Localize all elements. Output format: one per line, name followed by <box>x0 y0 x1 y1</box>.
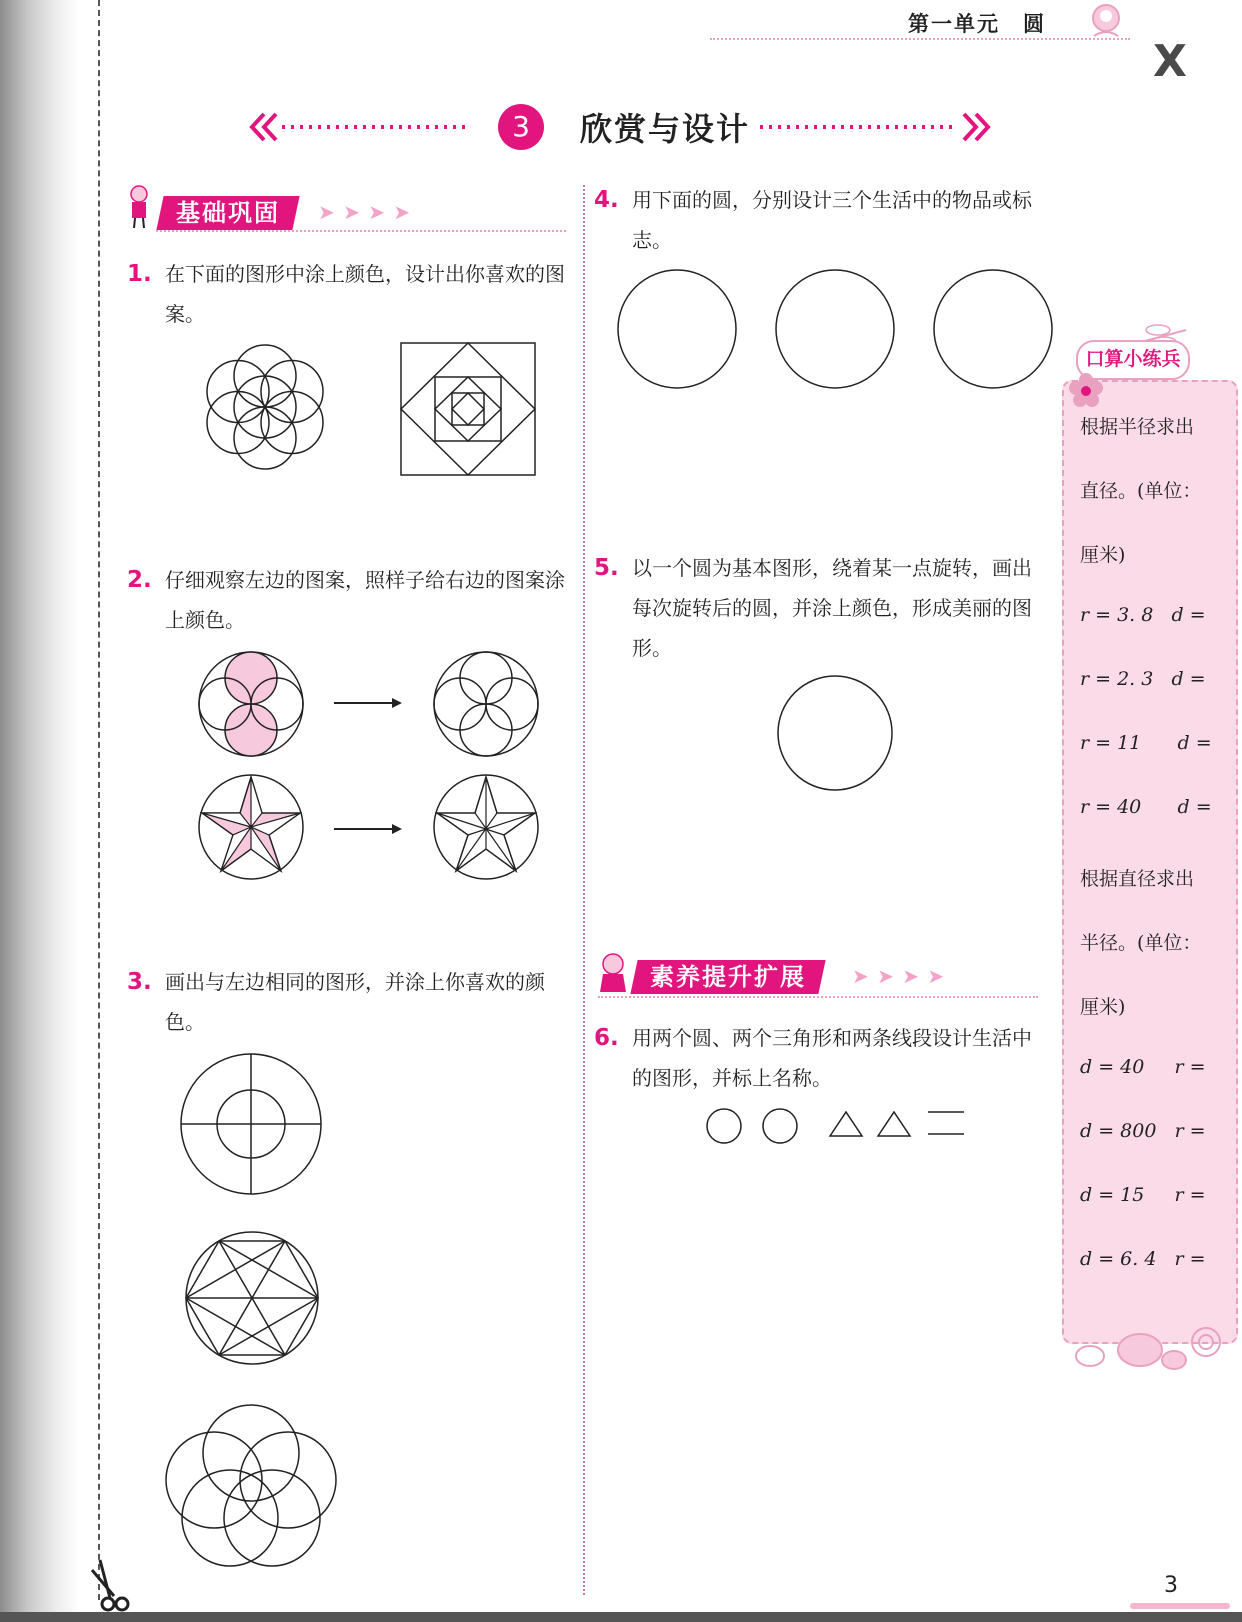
radius-prompt-line-3: 厘米) <box>1080 544 1126 566</box>
diameter-prompt-line-3: 厘米) <box>1080 996 1126 1018</box>
right-chevrons-icon <box>760 110 990 144</box>
doll-icon <box>596 952 630 998</box>
diameter-prompt-line-2: 半径。(单位： <box>1080 932 1202 954</box>
page-number: 3 <box>1164 1573 1178 1598</box>
flower-of-circles-figure <box>200 342 330 472</box>
radius-item-2: r = 2. 3 d = <box>1080 668 1206 690</box>
section-basic-arrows: ➤ ➤ ➤ ➤ <box>318 200 412 224</box>
section-basic-line <box>156 230 566 232</box>
radius-prompt-line-1: 根据半径求出 <box>1080 416 1195 438</box>
cut-line <box>98 0 100 1600</box>
flower-icon <box>1068 372 1104 408</box>
diameter-item-2: d = 800 r = <box>1080 1120 1206 1142</box>
diameter-item-3: d = 15 r = <box>1080 1184 1206 1206</box>
question-5-text: 以一个圆为基本图形，绕着某一点旋转，画出每次旋转后的圆，并涂上颜色，形成美丽的图形。 <box>632 556 1032 660</box>
lesson-number-badge: 3 <box>498 104 544 150</box>
radius-item-3: r = 11 d = <box>1080 732 1212 754</box>
question-2: 2. 仔细观察左边的图案，照样子给右边的图案涂上颜色。 <box>127 567 565 632</box>
palette-triangle-1 <box>830 1112 862 1136</box>
radius-item-1: r = 3. 8 d = <box>1080 604 1206 626</box>
question-1-text: 在下面的图形中涂上颜色，设计出你喜欢的图案。 <box>165 262 565 326</box>
left-chevrons-icon <box>250 110 470 144</box>
question-2-text: 仔细观察左边的图案，照样子给右边的图案涂上颜色。 <box>165 568 565 632</box>
overlapping-circles-figure <box>164 1401 338 1569</box>
question-5: 5. 以一个圆为基本图形，绕着某一点旋转，画出每次旋转后的圆，并涂上颜色，形成美丽的图形。 <box>594 555 1032 660</box>
arrow-right-icon <box>334 696 404 710</box>
hexagon-in-circle-figure <box>185 1231 319 1365</box>
scissors-icon <box>88 1560 138 1612</box>
palette-circle-1 <box>707 1109 741 1143</box>
lesson-title: 欣赏与设计 <box>580 110 751 148</box>
design-circle-1[interactable] <box>616 268 738 390</box>
question-6: 6. 用两个圆、两个三角形和两条线段设计生活中的图形，并标上名称。 <box>594 1025 1032 1090</box>
question-4: 4. 用下面的圆，分别设计三个生活中的物品或标志。 <box>594 187 1032 252</box>
concentric-circle-cross-figure <box>180 1053 322 1195</box>
close-icon[interactable]: X <box>1153 36 1187 87</box>
palette-circle-2 <box>763 1109 797 1143</box>
header-divider <box>710 38 1130 40</box>
girl-decoration-icon <box>1084 2 1128 42</box>
arrow-right-icon-2 <box>334 822 404 836</box>
shells-decoration-icon <box>1070 1320 1230 1376</box>
lesson-header <box>250 102 990 152</box>
star-in-circle-blank <box>432 773 540 881</box>
four-circle-pattern-blank <box>432 650 540 758</box>
four-circle-pattern-colored <box>197 650 305 758</box>
section-extend-tag: 素养提升扩展 <box>630 960 825 994</box>
column-divider <box>583 185 585 1595</box>
page-fold-shadow <box>0 0 80 1622</box>
section-extend-line <box>598 996 1038 998</box>
section-extend-arrows: ➤ ➤ ➤ ➤ <box>852 964 946 988</box>
question-3-text: 画出与左边相同的图形，并涂上你喜欢的颜色。 <box>165 970 545 1034</box>
nested-squares-figure <box>400 342 536 476</box>
unit-title: 第一单元 圆 <box>908 12 1046 36</box>
diameter-prompt-line-1: 根据直径求出 <box>1080 868 1195 890</box>
question-3: 3. 画出与左边相同的图形，并涂上你喜欢的颜色。 <box>127 969 545 1034</box>
design-circle-3[interactable] <box>932 268 1054 390</box>
star-in-circle-colored <box>197 773 305 881</box>
diameter-item-4: d = 6. 4 r = <box>1080 1248 1206 1270</box>
shapes-palette <box>706 1106 966 1146</box>
rotation-base-circle[interactable] <box>776 674 894 792</box>
page-number-underline <box>1130 1603 1230 1609</box>
diameter-item-1: d = 40 r = <box>1080 1056 1206 1078</box>
student-icon <box>124 184 154 230</box>
radius-item-4: r = 40 d = <box>1080 796 1212 818</box>
question-4-text: 用下面的圆，分别设计三个生活中的物品或标志。 <box>632 188 1032 252</box>
question-6-text: 用两个圆、两个三角形和两条线段设计生活中的图形，并标上名称。 <box>632 1026 1032 1090</box>
palette-triangle-2 <box>878 1112 910 1136</box>
design-circle-2[interactable] <box>774 268 896 390</box>
radius-prompt-line-2: 直径。(单位： <box>1080 480 1202 502</box>
question-1: 1. 在下面的图形中涂上颜色，设计出你喜欢的图案。 <box>127 261 565 326</box>
bottom-edge <box>0 1612 1242 1622</box>
sidebar-title: 口算小练兵 <box>1076 340 1190 380</box>
section-basic-tag: 基础巩固 <box>156 196 299 230</box>
